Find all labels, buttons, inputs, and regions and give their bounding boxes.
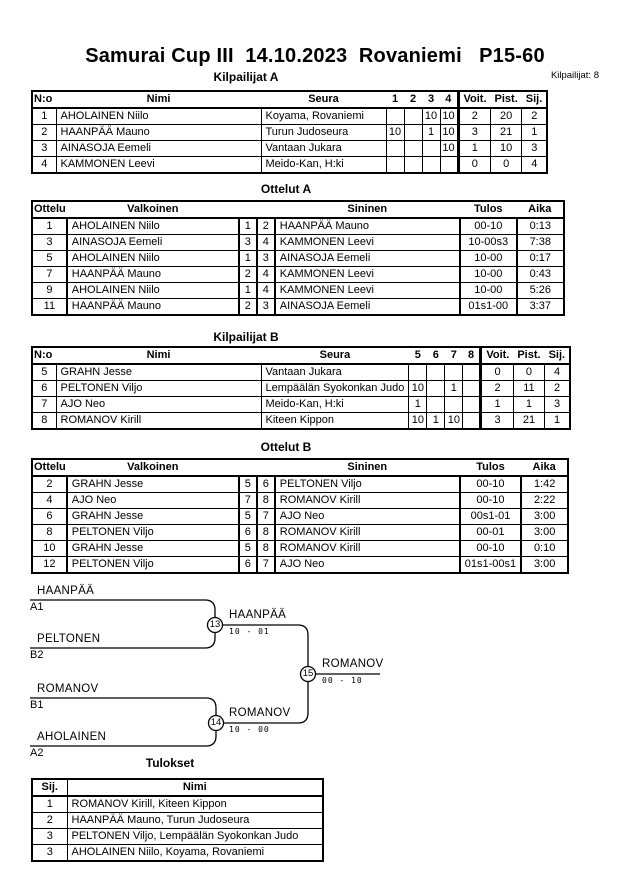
pool-a-table bbox=[31, 90, 548, 174]
cell-r2 bbox=[427, 364, 445, 381]
col-blue: Sininen bbox=[275, 201, 460, 218]
cell-match: 7 bbox=[32, 267, 67, 283]
cell-r2 bbox=[404, 125, 422, 141]
cell-wno: 2 bbox=[239, 299, 257, 316]
cell-r4: 10 bbox=[440, 141, 458, 157]
cell-name: AHOLAINEN Niilo bbox=[56, 108, 261, 125]
cell-match: 11 bbox=[32, 299, 67, 316]
bracket-entry-seed: A2 bbox=[30, 747, 44, 759]
cell-time: 1:42 bbox=[521, 476, 568, 493]
bracket-line-b1 bbox=[30, 698, 216, 716]
col-r2: 2 bbox=[404, 91, 422, 108]
cell-blue: AJO Neo bbox=[275, 509, 460, 525]
cell-wins: 3 bbox=[481, 413, 514, 430]
cell-result: 10-00 bbox=[460, 251, 517, 267]
cell-place: 3 bbox=[32, 829, 67, 845]
cell-match: 2 bbox=[32, 476, 67, 493]
table-row bbox=[32, 381, 570, 397]
bracket-entry-name: AHOLAINEN bbox=[37, 731, 107, 743]
col-wins: Voit. bbox=[481, 347, 514, 364]
cell-r1 bbox=[386, 157, 404, 174]
col-match: Ottelu bbox=[32, 201, 67, 218]
cell-points: 21 bbox=[491, 125, 522, 141]
cell-blue: AJO Neo bbox=[275, 557, 460, 574]
cell-wins: 0 bbox=[481, 364, 514, 381]
cell-match: 9 bbox=[32, 283, 67, 299]
cell-club: Meido-Kan, H:ki bbox=[261, 157, 386, 174]
cell-bno: 8 bbox=[257, 541, 275, 557]
bracket-entry-seed: A1 bbox=[30, 601, 44, 613]
match-number: 13 bbox=[209, 619, 221, 630]
competitors-count: Kilpailijat: 8 bbox=[550, 70, 599, 81]
col-result: Tulos bbox=[460, 201, 517, 218]
bracket-entry-name: PELTONEN bbox=[37, 633, 101, 645]
cell-time: 3:00 bbox=[521, 557, 568, 574]
cell-time: 0:43 bbox=[517, 267, 564, 283]
matches-b-table bbox=[31, 458, 569, 574]
cell-name: HAANPÄÄ Mauno, Turun Judoseura bbox=[67, 813, 323, 829]
cell-time: 3:37 bbox=[517, 299, 564, 316]
cell-r4 bbox=[463, 381, 481, 397]
cell-wno: 1 bbox=[239, 283, 257, 299]
col-white: Valkoinen bbox=[67, 201, 239, 218]
cell-club: Turun Judoseura bbox=[261, 125, 386, 141]
table-row bbox=[32, 829, 323, 845]
cell-no: 4 bbox=[32, 157, 56, 174]
table-row bbox=[32, 845, 323, 862]
cell-name: AJO Neo bbox=[56, 397, 261, 413]
cell-result: 00-10 bbox=[460, 218, 517, 235]
cell-name: HAANPÄÄ Mauno bbox=[56, 125, 261, 141]
table-row bbox=[32, 476, 568, 493]
cell-no: 7 bbox=[32, 397, 56, 413]
cell-club: Vantaan Jukara bbox=[261, 364, 409, 381]
cell-white: HAANPÄÄ Mauno bbox=[67, 267, 239, 283]
col-r1: 1 bbox=[386, 91, 404, 108]
cell-r2 bbox=[404, 108, 422, 125]
bracket-line-a1 bbox=[30, 600, 215, 618]
cell-r4 bbox=[440, 157, 458, 174]
cell-blue: ROMANOV Kirill bbox=[275, 525, 460, 541]
bracket-winner-name: ROMANOV bbox=[322, 658, 384, 670]
bracket-match-score: 00 - 10 bbox=[322, 676, 363, 685]
cell-r1: 10 bbox=[386, 125, 404, 141]
page-title: Samurai Cup III 14.10.2023 Rovaniemi P15-60 bbox=[85, 45, 545, 67]
cell-result: 10-00s3 bbox=[460, 235, 517, 251]
cell-match: 5 bbox=[32, 251, 67, 267]
cell-bno: 2 bbox=[257, 218, 275, 235]
col-wno bbox=[239, 201, 257, 218]
cell-no: 8 bbox=[32, 413, 56, 430]
cell-time: 7:38 bbox=[517, 235, 564, 251]
cell-white: GRAHN Jesse bbox=[67, 476, 239, 493]
cell-club: Koyama, Rovaniemi bbox=[261, 108, 386, 125]
cell-match: 4 bbox=[32, 493, 67, 509]
bracket-entry-name: HAANPÄÄ bbox=[37, 585, 95, 597]
cell-blue: HAANPÄÄ Mauno bbox=[275, 218, 460, 235]
cell-white: AINASOJA Eemeli bbox=[67, 235, 239, 251]
cell-points: 10 bbox=[491, 141, 522, 157]
cell-match: 3 bbox=[32, 235, 67, 251]
bracket-entry-seed: B1 bbox=[30, 699, 44, 711]
cell-blue: ROMANOV Kirill bbox=[275, 493, 460, 509]
section-heading-matches-a: Ottelut A bbox=[260, 182, 312, 196]
cell-points: 11 bbox=[513, 381, 544, 397]
cell-r3: 10 bbox=[422, 108, 440, 125]
cell-wno: 2 bbox=[239, 267, 257, 283]
cell-result: 00-10 bbox=[460, 493, 521, 509]
cell-white: GRAHN Jesse bbox=[67, 509, 239, 525]
cell-wins: 1 bbox=[481, 397, 514, 413]
table-row bbox=[32, 493, 568, 509]
cell-club: Lempäälän Syokonkan Judo bbox=[261, 381, 409, 397]
col-place: Sij. bbox=[545, 347, 571, 364]
col-name: Nimi bbox=[56, 91, 261, 108]
cell-result: 00-10 bbox=[460, 476, 521, 493]
table-row bbox=[32, 364, 570, 381]
table-header-row bbox=[32, 459, 568, 476]
bracket-winner-name: ROMANOV bbox=[229, 707, 291, 719]
cell-r1 bbox=[409, 364, 427, 381]
cell-r2: 1 bbox=[427, 413, 445, 430]
cell-points: 21 bbox=[513, 413, 544, 430]
cell-result: 00-10 bbox=[460, 541, 521, 557]
cell-blue: KAMMONEN Leevi bbox=[275, 283, 460, 299]
cell-bno: 4 bbox=[257, 283, 275, 299]
cell-bno: 7 bbox=[257, 509, 275, 525]
cell-result: 00s1-01 bbox=[460, 509, 521, 525]
col-name: Nimi bbox=[56, 347, 261, 364]
col-club: Seura bbox=[261, 91, 386, 108]
match-number: 15 bbox=[302, 668, 314, 679]
col-r1: 5 bbox=[409, 347, 427, 364]
cell-club: Meido-Kan, H:ki bbox=[261, 397, 409, 413]
cell-place: 3 bbox=[32, 845, 67, 862]
cell-result: 10-00 bbox=[460, 267, 517, 283]
table-row bbox=[32, 218, 564, 235]
cell-r4: 10 bbox=[440, 125, 458, 141]
cell-wins: 2 bbox=[481, 381, 514, 397]
table-header-row bbox=[32, 347, 570, 364]
cell-blue: PELTONEN Viljo bbox=[275, 476, 460, 493]
cell-wno: 3 bbox=[239, 235, 257, 251]
cell-place: 2 bbox=[32, 813, 67, 829]
cell-white: AHOLAINEN Niilo bbox=[67, 283, 239, 299]
section-heading-pool-b: Kilpailijat B bbox=[213, 330, 279, 344]
cell-match: 10 bbox=[32, 541, 67, 557]
cell-wno: 1 bbox=[239, 251, 257, 267]
col-r3: 3 bbox=[422, 91, 440, 108]
cell-no: 6 bbox=[32, 381, 56, 397]
table-row bbox=[32, 108, 547, 125]
cell-white: PELTONEN Viljo bbox=[67, 557, 239, 574]
cell-name: AINASOJA Eemeli bbox=[56, 141, 261, 157]
cell-r1 bbox=[386, 141, 404, 157]
cell-time: 0:13 bbox=[517, 218, 564, 235]
cell-points: 20 bbox=[491, 108, 522, 125]
cell-wno: 7 bbox=[239, 493, 257, 509]
cell-match: 6 bbox=[32, 509, 67, 525]
table-header-row bbox=[32, 201, 564, 218]
cell-name: GRAHN Jesse bbox=[56, 364, 261, 381]
cell-r4: 10 bbox=[440, 108, 458, 125]
cell-r3 bbox=[422, 141, 440, 157]
cell-r3 bbox=[445, 397, 463, 413]
cell-result: 01s1-00s1 bbox=[460, 557, 521, 574]
bracket-match-score: 10 - 00 bbox=[229, 725, 270, 734]
cell-r4 bbox=[463, 364, 481, 381]
cell-wins: 2 bbox=[458, 108, 491, 125]
cell-wno: 5 bbox=[239, 476, 257, 493]
cell-r1: 10 bbox=[409, 413, 427, 430]
cell-white: AHOLAINEN Niilo bbox=[67, 251, 239, 267]
col-place: Sij. bbox=[32, 779, 67, 796]
cell-place: 3 bbox=[545, 397, 571, 413]
col-bno bbox=[257, 201, 275, 218]
cell-blue: KAMMONEN Leevi bbox=[275, 235, 460, 251]
cell-time: 5:26 bbox=[517, 283, 564, 299]
cell-match: 1 bbox=[32, 218, 67, 235]
col-result: Tulos bbox=[460, 459, 521, 476]
col-r2: 6 bbox=[427, 347, 445, 364]
col-wins: Voit. bbox=[458, 91, 491, 108]
bracket-entry-name: ROMANOV bbox=[37, 683, 99, 695]
cell-r1 bbox=[386, 108, 404, 125]
cell-wno: 5 bbox=[239, 509, 257, 525]
cell-blue: KAMMONEN Leevi bbox=[275, 267, 460, 283]
bracket-entry-seed: B2 bbox=[30, 649, 44, 661]
cell-place: 2 bbox=[522, 108, 548, 125]
cell-r3 bbox=[422, 157, 440, 174]
cell-wno: 5 bbox=[239, 541, 257, 557]
cell-name: PELTONEN Viljo bbox=[56, 381, 261, 397]
table-header-row bbox=[32, 91, 547, 108]
cell-time: 3:00 bbox=[521, 509, 568, 525]
cell-no: 2 bbox=[32, 125, 56, 141]
cell-time: 2:22 bbox=[521, 493, 568, 509]
cell-place: 4 bbox=[522, 157, 548, 174]
cell-name: PELTONEN Viljo, Lempäälän Syokonkan Judo bbox=[67, 829, 323, 845]
col-r4: 8 bbox=[463, 347, 481, 364]
cell-place: 1 bbox=[522, 125, 548, 141]
cell-no: 5 bbox=[32, 364, 56, 381]
col-no: N:o bbox=[32, 91, 56, 108]
section-heading-results: Tulokset bbox=[145, 756, 195, 770]
table-row bbox=[32, 157, 547, 174]
col-wno bbox=[239, 459, 257, 476]
col-r4: 4 bbox=[440, 91, 458, 108]
cell-bno: 3 bbox=[257, 299, 275, 316]
cell-wins: 3 bbox=[458, 125, 491, 141]
cell-bno: 6 bbox=[257, 476, 275, 493]
cell-r2 bbox=[404, 141, 422, 157]
cell-time: 0:17 bbox=[517, 251, 564, 267]
pool-b-table bbox=[31, 346, 571, 430]
cell-place: 1 bbox=[545, 413, 571, 430]
cell-place: 2 bbox=[545, 381, 571, 397]
cell-points: 0 bbox=[513, 364, 544, 381]
col-points: Pist. bbox=[491, 91, 522, 108]
cell-points: 1 bbox=[513, 397, 544, 413]
match-number: 14 bbox=[210, 717, 222, 728]
cell-bno: 7 bbox=[257, 557, 275, 574]
table-row bbox=[32, 251, 564, 267]
cell-r2 bbox=[427, 381, 445, 397]
cell-blue: AINASOJA Eemeli bbox=[275, 251, 460, 267]
col-r3: 7 bbox=[445, 347, 463, 364]
col-no: N:o bbox=[32, 347, 56, 364]
col-time: Aika bbox=[517, 201, 564, 218]
cell-result: 00-01 bbox=[460, 525, 521, 541]
table-row bbox=[32, 267, 564, 283]
cell-club: Vantaan Jukara bbox=[261, 141, 386, 157]
cell-white: AHOLAINEN Niilo bbox=[67, 218, 239, 235]
cell-wno: 1 bbox=[239, 218, 257, 235]
table-row bbox=[32, 509, 568, 525]
table-row bbox=[32, 557, 568, 574]
section-heading-pool-a: Kilpailijat A bbox=[213, 70, 279, 84]
table-row bbox=[32, 525, 568, 541]
cell-white: PELTONEN Viljo bbox=[67, 525, 239, 541]
cell-result: 10-00 bbox=[460, 283, 517, 299]
cell-white: HAANPÄÄ Mauno bbox=[67, 299, 239, 316]
table-row bbox=[32, 235, 564, 251]
table-row bbox=[32, 125, 547, 141]
cell-white: AJO Neo bbox=[67, 493, 239, 509]
cell-wno: 6 bbox=[239, 557, 257, 574]
cell-name: ROMANOV Kirill, Kiteen Kippon bbox=[67, 796, 323, 813]
cell-r4 bbox=[463, 397, 481, 413]
cell-name: KAMMONEN Leevi bbox=[56, 157, 261, 174]
col-points: Pist. bbox=[513, 347, 544, 364]
table-row bbox=[32, 796, 323, 813]
cell-r4 bbox=[463, 413, 481, 430]
cell-points: 0 bbox=[491, 157, 522, 174]
cell-no: 1 bbox=[32, 108, 56, 125]
cell-time: 0:10 bbox=[521, 541, 568, 557]
cell-white: GRAHN Jesse bbox=[67, 541, 239, 557]
cell-bno: 3 bbox=[257, 251, 275, 267]
cell-blue: AINASOJA Eemeli bbox=[275, 299, 460, 316]
table-row bbox=[32, 541, 568, 557]
cell-name: ROMANOV Kirill bbox=[56, 413, 261, 430]
col-time: Aika bbox=[521, 459, 568, 476]
cell-name: AHOLAINEN Niilo, Koyama, Rovaniemi bbox=[67, 845, 323, 862]
table-row bbox=[32, 141, 547, 157]
table-header-row bbox=[32, 779, 323, 796]
elimination-bracket bbox=[0, 580, 630, 765]
cell-match: 12 bbox=[32, 557, 67, 574]
cell-wno: 6 bbox=[239, 525, 257, 541]
cell-r1: 10 bbox=[409, 381, 427, 397]
cell-bno: 4 bbox=[257, 235, 275, 251]
matches-a-table bbox=[31, 200, 565, 316]
bracket-winner-name: HAANPÄÄ bbox=[229, 609, 287, 621]
cell-bno: 8 bbox=[257, 525, 275, 541]
cell-bno: 4 bbox=[257, 267, 275, 283]
cell-r3: 10 bbox=[445, 413, 463, 430]
cell-bno: 8 bbox=[257, 493, 275, 509]
col-blue: Sininen bbox=[275, 459, 460, 476]
cell-blue: ROMANOV Kirill bbox=[275, 541, 460, 557]
col-bno bbox=[257, 459, 275, 476]
col-white: Valkoinen bbox=[67, 459, 239, 476]
col-club: Seura bbox=[261, 347, 409, 364]
cell-place: 4 bbox=[545, 364, 571, 381]
section-heading-matches-b: Ottelut B bbox=[260, 440, 312, 454]
table-row bbox=[32, 299, 564, 316]
cell-result: 01s1-00 bbox=[460, 299, 517, 316]
table-row bbox=[32, 813, 323, 829]
col-match: Ottelu bbox=[32, 459, 67, 476]
cell-r3 bbox=[445, 364, 463, 381]
cell-place: 1 bbox=[32, 796, 67, 813]
cell-r2 bbox=[404, 157, 422, 174]
cell-no: 3 bbox=[32, 141, 56, 157]
cell-wins: 0 bbox=[458, 157, 491, 174]
bracket-match-score: 10 - 01 bbox=[229, 627, 270, 636]
results-table bbox=[31, 778, 324, 862]
col-place: Sij. bbox=[522, 91, 548, 108]
cell-wins: 1 bbox=[458, 141, 491, 157]
cell-r1: 1 bbox=[409, 397, 427, 413]
table-row bbox=[32, 283, 564, 299]
cell-r3: 1 bbox=[422, 125, 440, 141]
cell-r2 bbox=[427, 397, 445, 413]
table-row bbox=[32, 397, 570, 413]
col-name: Nimi bbox=[67, 779, 323, 796]
cell-club: Kiteen Kippon bbox=[261, 413, 409, 430]
cell-place: 3 bbox=[522, 141, 548, 157]
cell-match: 8 bbox=[32, 525, 67, 541]
cell-r3: 1 bbox=[445, 381, 463, 397]
table-row bbox=[32, 413, 570, 430]
cell-time: 3:00 bbox=[521, 525, 568, 541]
